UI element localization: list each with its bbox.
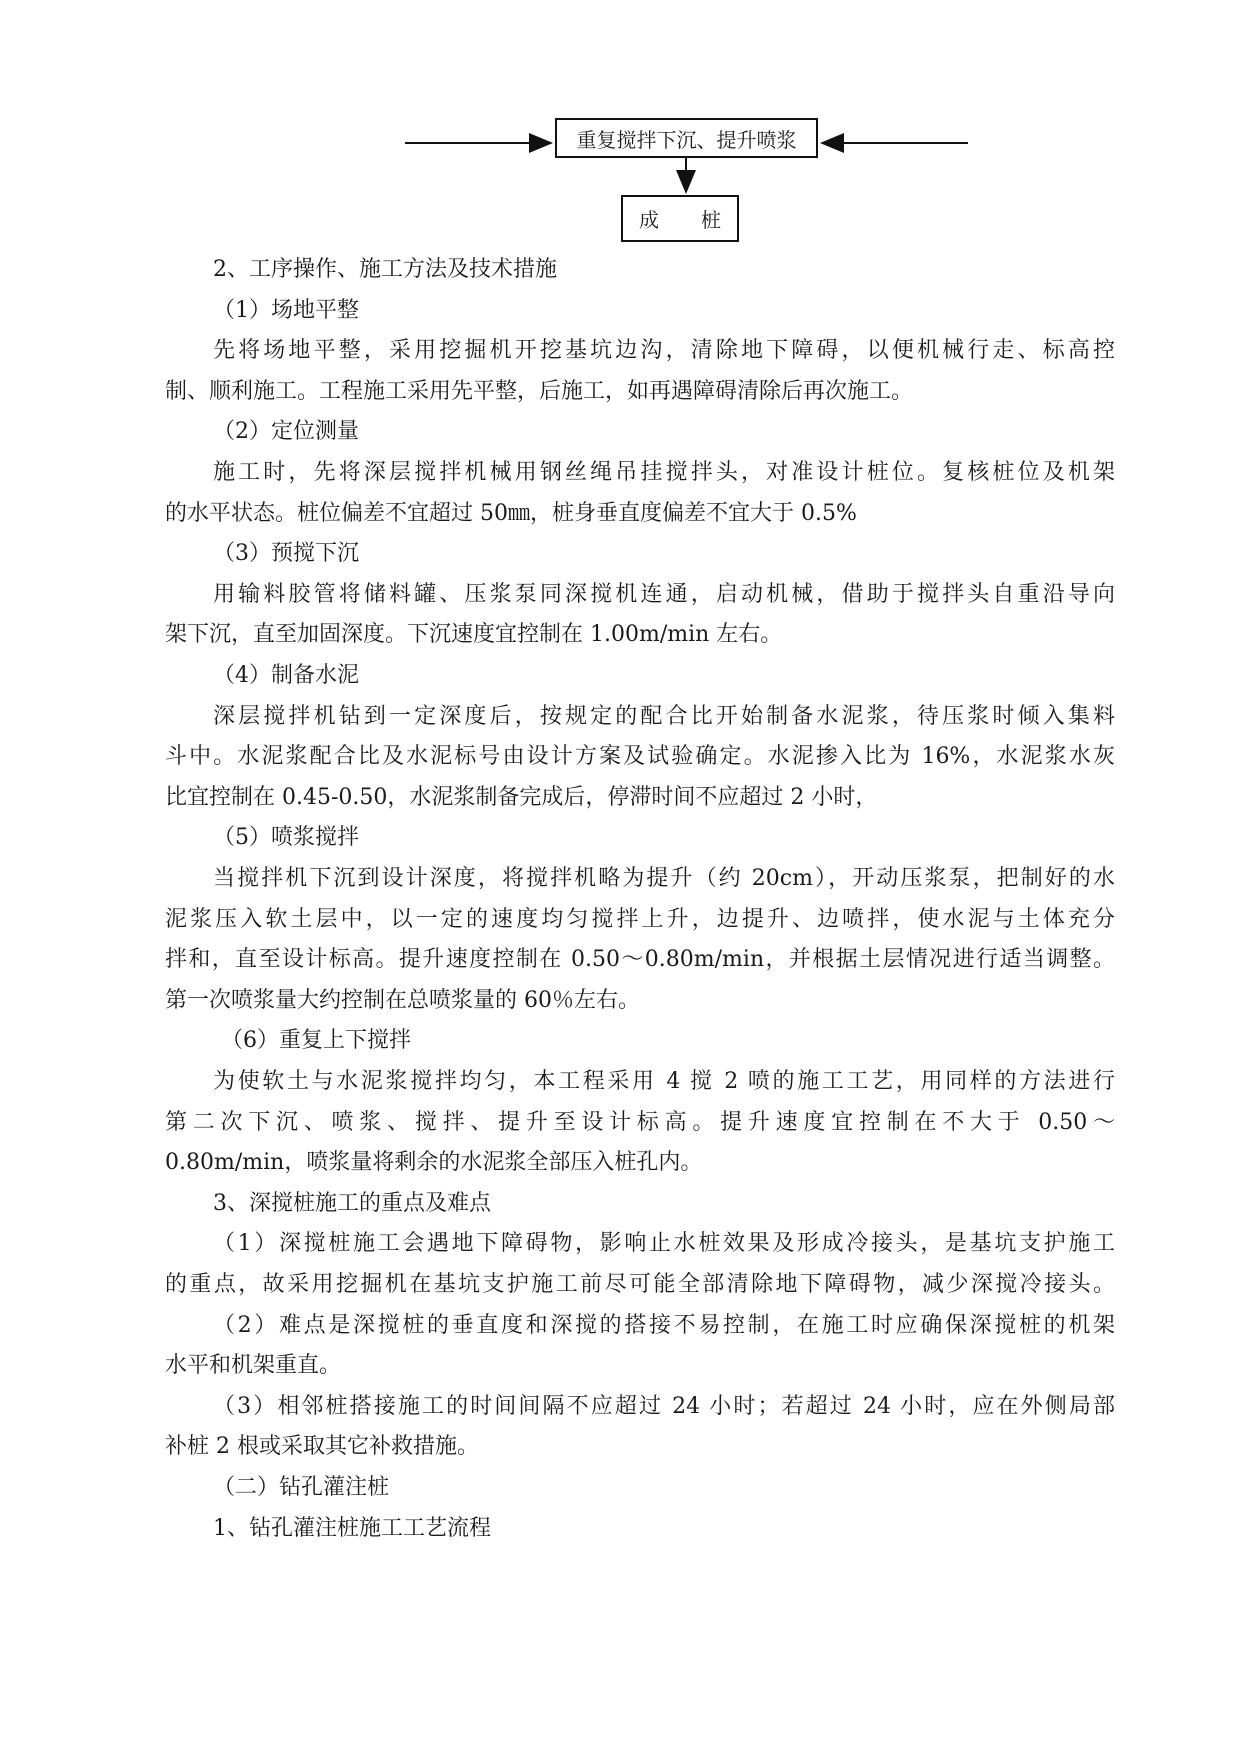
text-line: 制、顺利施工。工程施工采用先平整，后施工，如再遇障碍清除后再次施工。: [165, 378, 914, 404]
text-line: 3、深搅桩施工的重点及难点: [213, 1190, 491, 1216]
text-line: （3）相邻桩搭接施工的时间间隔不应超过 24 小时；若超过 24 小时，应在外侧局部: [213, 1393, 1115, 1419]
text-line: 水平和机架重直。: [165, 1353, 342, 1379]
flow-final-char1: 成: [639, 208, 659, 232]
process-flowchart: [0, 0, 1241, 250]
flow-step-label: 重复搅拌下沉、提升喷浆: [576, 127, 797, 152]
text-line: 泥浆压入软土层中，以一定的速度均匀搅拌上升，边提升、边喷拌，使水泥与土体充分: [165, 906, 1115, 932]
text-line: （5）喷浆搅拌: [213, 825, 359, 851]
flow-final-char2: 桩: [701, 208, 721, 232]
text-line: 的水平状态。桩位偏差不宜超过 50㎜，桩身垂直度偏差不宜大于 0.5%: [165, 500, 857, 526]
text-line: 1、钻孔灌注桩施工工艺流程: [213, 1515, 491, 1541]
text-line: 第二次下沉、喷浆、搅拌、提升至设计标高。提升速度宜控制在不大于 0.50～: [165, 1109, 1115, 1135]
text-line: 用输料胶管将储料罐、压浆泵同深搅机连通，启动机械，借助于搅拌头自重沿导向: [213, 581, 1115, 607]
text-line: 深层搅拌机钻到一定深度后，按规定的配合比开始制备水泥浆，待压浆时倾入集料: [213, 703, 1115, 729]
flow-final-box: [621, 195, 739, 242]
text-line: 当搅拌机下沉到设计深度，将搅拌机略为提升（约 20cm），开动压浆泵，把制好的水: [213, 866, 1115, 891]
text-line: （1）场地平整: [213, 297, 359, 323]
text-line: 拌和，直至设计标高。提升速度控制在 0.50～0.80m/min，并根据土层情况进行适当调整。: [165, 947, 1115, 973]
text-line: （1）深搅桩施工会遇地下障碍物，影响止水桩效果及形成冷接头，是基坑支护施工: [213, 1231, 1115, 1257]
flow-step-box: [555, 118, 818, 158]
text-line: （2）定位测量: [213, 419, 359, 445]
text-line: （3）预搅下沉: [213, 541, 359, 567]
text-line: （6）重复上下搅拌: [221, 1028, 411, 1054]
text-line: 补桩 2 根或采取其它补救措施。: [165, 1434, 479, 1460]
text-line: （二）钻孔灌注桩: [213, 1475, 390, 1500]
text-line: 的重点，故采用挖掘机在基坑支护施工前尽可能全部清除地下障碍物，减少深搅冷接头。: [165, 1272, 1115, 1297]
text-line: 斗中。水泥浆配合比及水泥标号由设计方案及试验确定。水泥掺入比为 16%，水泥浆水灰: [165, 744, 1115, 770]
text-line: 先将场地平整，采用挖掘机开挖基坑边沟，清除地下障碍，以便机械行走、标高控: [213, 338, 1115, 364]
text-line: 架下沉，直至加固深度。下沉速度宜控制在 1.00m/min 左右。: [165, 622, 783, 648]
text-line: 为使软土与水泥浆搅拌均匀，本工程采用 4 搅 2 喷的施工工艺，用同样的方法进行: [213, 1069, 1115, 1094]
text-line: （4）制备水泥: [213, 663, 359, 688]
text-line: 0.80m/min，喷浆量将剩余的水泥浆全部压入桩孔内。: [165, 1150, 703, 1176]
text-line: （2）难点是深搅桩的垂直度和深搅的搭接不易控制，在施工时应确保深搅桩的机架: [213, 1312, 1115, 1338]
text-line: 2、工序操作、施工方法及技术措施: [213, 257, 557, 282]
text-line: 施工时，先将深层搅拌机械用钢丝绳吊挂搅拌头，对准设计桩位。复核桩位及机架: [213, 460, 1115, 485]
text-line: 比宜控制在 0.45-0.50，水泥浆制备完成后，停滞时间不应超过 2 小时，: [165, 784, 878, 810]
text-line: 第一次喷浆量大约控制在总喷浆量的 60％左右。: [165, 987, 640, 1013]
